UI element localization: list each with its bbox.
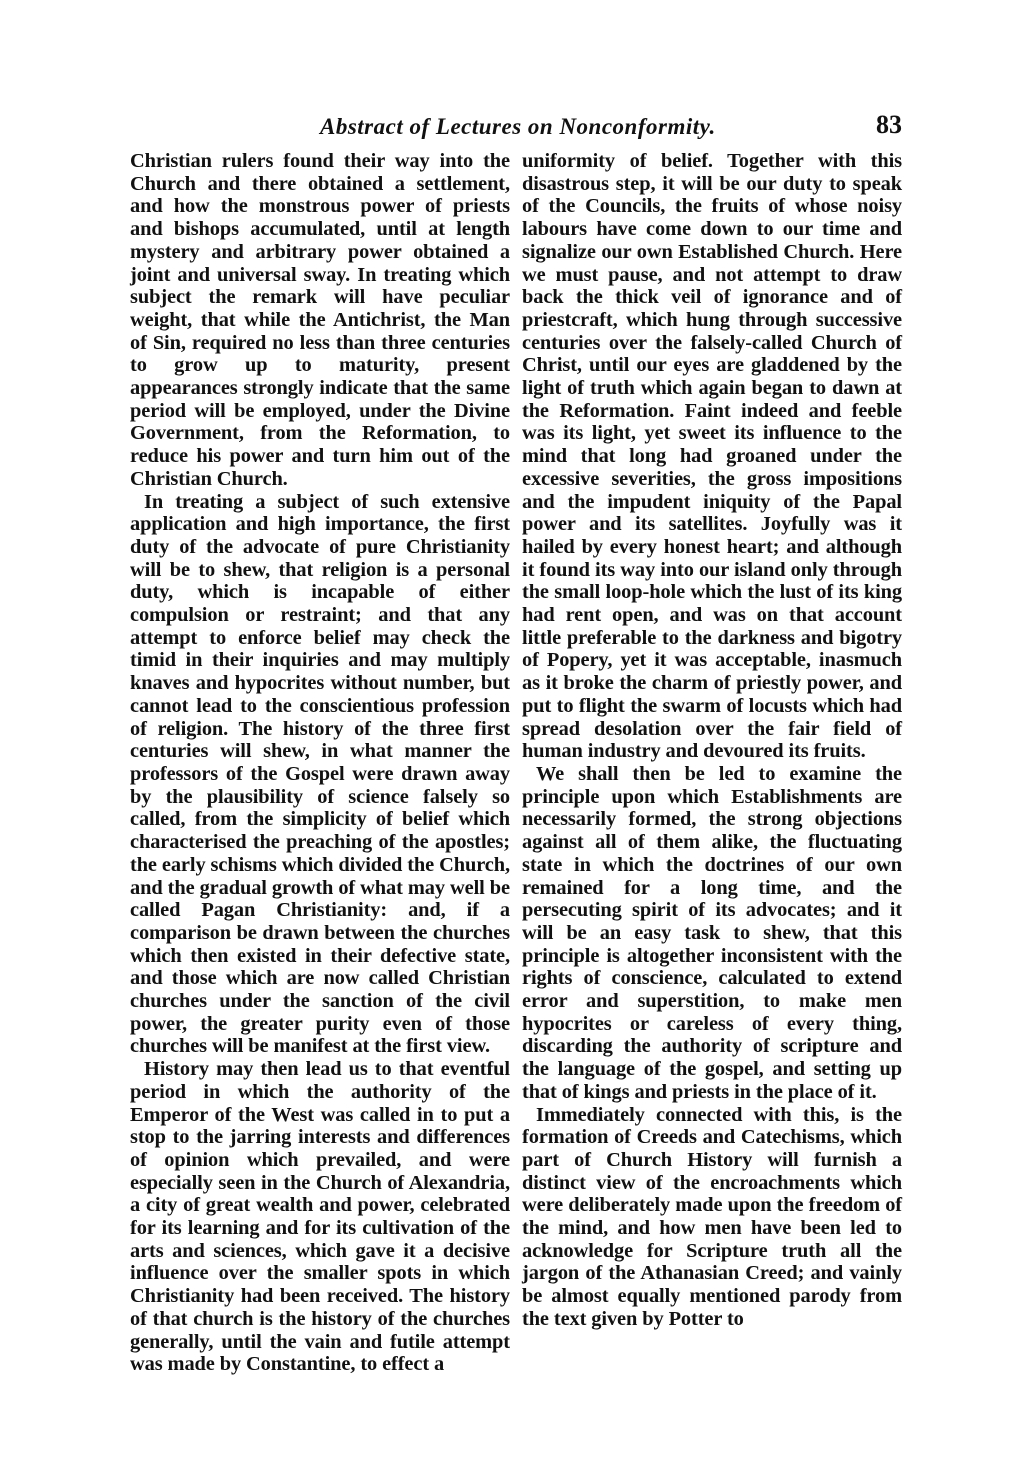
running-head: Abstract of Lectures on Nonconformity. [320, 114, 716, 139]
page-number: 83 [876, 110, 902, 139]
paragraph: Christian rulers found their way into the Church and there obtained a settlement, and how the monstrous power of priests and bishops accumulated, until at length mystery and arbitrary power obtained a joint and universal sway. In treating which subject the remark will have peculiar weight, that while the Antichrist, the Man of Sin, required no less than three centuries to grow up to maturity, present appearances strongly indicate that the same period will be employed, under the Divine Government, from the Reformation, to reduce his power and turn him out of the Christian Church. [130, 150, 510, 490]
paragraph: In treating a subject of such extensive application and high importance, the first duty of the advocate of pure Christianity will be to shew, that religion is a personal duty, which is incapable of either compulsion or restraint; and that any attempt to enforce belief may check the timid in their inquiries and may multiply knaves and hypocrites without number, but cannot lead to the conscientious profession of religion. The history of the three first centuries will shew, in what manner the professors of the Gospel were drawn away by the plausibility of science falsely so called, from the simplicity of belief which characterised the preaching of the apostles; the early schisms which divided the Church, and the gradual growth of what may well be called Pagan Christianity: and, if a comparison be drawn between the churches which then existed in their defective state, and those which are now called Christian churches under the sanction of the civil power, the greater purity even of those churches will be manifest at the first view. [130, 490, 510, 1058]
page-header [130, 108, 902, 148]
paragraph: Immediately connected with this, is the formation of Creeds and Catechisms, which part of Church History will furnish a distinct view of the encroachments which were deliberately made upon the freedom of the mind, and how men have been led to acknowledge for Scripture truth all the jargon of the Athanasian Creed; and vainly be almost equally mentioned parody from the text given by Potter to [522, 1103, 902, 1330]
left-column [130, 150, 510, 1376]
paragraph: uniformity of belief. Together with this disastrous step, it will be our duty to speak of the Councils, the fruits of whose noisy labours have come down to our time and signalize our own Established Church. Here we must pause, and not attempt to draw back the thick veil of ignorance and of priestcraft, which hung through successive centuries over the falsely-called Church of Christ, until our eyes are gladdened by the light of truth which again began to dawn at the Reformation. Faint indeed and feeble was its light, yet sweet its influence to the mind that long had groaned under the excessive severities, the gross impositions and the impudent iniquity of the Papal power and its satellites. Joyfully was it hailed by every honest heart; and although it found its way into our island only through the small loop-hole which the lust of its king had rent open, and was on that account little preferable to the darkness and bigotry of Popery, yet it was acceptable, inasmuch as it broke the charm of priestly power, and put to flight the swarm of locusts which had spread desolation over the fair field of human industry and devoured its fruits. [522, 150, 902, 763]
right-column [522, 150, 902, 1331]
paragraph: History may then lead us to that eventful period in which the authority of the Emperor of the West was called in to put a stop to the jarring interests and differences of opinion which prevailed, and were especially seen in the Church of Alexandria, a city of great wealth and power, celebrated for its learning and for its cultivation of the arts and sciences, which gave it a decisive influence over the smaller spots in which Christianity had been received. The history of that church is the history of the churches generally, until the vain and futile attempt was made by Constantine, to effect a [130, 1058, 510, 1376]
paragraph: We shall then be led to examine the principle upon which Establishments are necessarily formed, the strong objections against all of them alike, the fluctuating state in which the doctrines of our own remained for a long time, and the persecuting spirit of its advocates; and it will be an easy task to shew, that this principle is altogether inconsistent with the rights of conscience, calculated to extend error and superstition, to make men hypocrites or careless of every thing, discarding the authority of scripture and the language of the gospel, and setting up that of kings and priests in the place of it. [522, 762, 902, 1103]
